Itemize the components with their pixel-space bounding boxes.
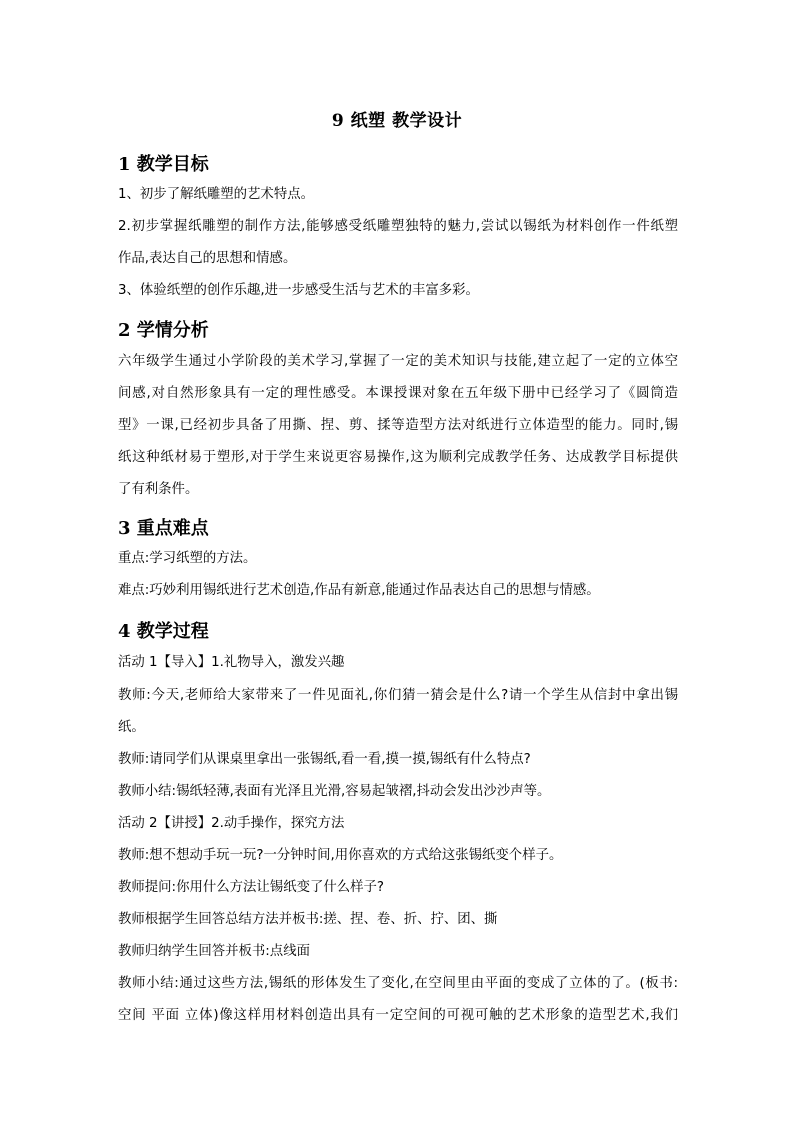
process-line: 教师:想不想动手玩一玩?一分钟时间,用你喜欢的方式给这张锡纸变个样子。 xyxy=(118,848,563,863)
section-heading-objectives: 1 教学目标 xyxy=(118,154,209,175)
activity-title: 活动 2【讲授】2.动手操作，探究方法 xyxy=(118,816,345,831)
objective-item: 2.初步掌握纸雕塑的制作方法,能够感受纸雕塑独特的魅力,尝试以锡纸为材料创作一件纸塑 xyxy=(118,219,678,234)
document-title: 9 纸塑 教学设计 xyxy=(331,111,463,131)
paragraph-line: 六年级学生通过小学阶段的美术学习,掌握了一定的美术知识与技能,建立起了一定的立体空 xyxy=(118,354,678,369)
objective-item: 3、体验纸塑的创作乐趣,进一步感受生活与艺术的丰富多彩。 xyxy=(118,283,479,298)
process-line: 教师归纳学生回答并板书:点线面 xyxy=(118,944,310,959)
key-point-line: 重点:学习纸塑的方法。 xyxy=(118,551,257,566)
process-line: 教师提问:你用什么方法让锡纸变了什么样子? xyxy=(118,880,385,895)
difficulty-line: 难点:巧妙利用锡纸进行艺术创造,作品有新意,能通过作品表达自己的思想与情感。 xyxy=(118,583,600,598)
process-line: 教师根据学生回答总结方法并板书:搓、捏、卷、折、拧、团、撕 xyxy=(118,912,498,927)
section-heading-key-points: 3 重点难点 xyxy=(118,518,209,539)
process-line: 教师小结:通过这些方法,锡纸的形体发生了变化,在空间里由平面的变成了立体的了。(板书: xyxy=(118,976,678,991)
process-line: 教师:今天,老师给大家带来了一件见面礼,你们猜一猜会是什么?请一个学生从信封中拿出锡 xyxy=(118,688,678,703)
process-line: 纸。 xyxy=(118,720,145,735)
paragraph-line: 间感,对自然形象具有一定的理性感受。本课授课对象在五年级下册中已经学习了《圆筒造 xyxy=(118,386,678,401)
paragraph-line: 纸这种纸材易于塑形,对于学生来说更容易操作,这为顺利完成教学任务、达成教学目标提供 xyxy=(118,450,678,465)
process-line: 空间 平面 立体)像这样用材料创造出具有一定空间的可视可触的艺术形象的造型艺术,我们 xyxy=(118,1008,678,1023)
paragraph-line: 型》一课,已经初步具备了用撕、捏、剪、揉等造型方法对纸进行立体造型的能力。同时,锡 xyxy=(118,418,678,433)
activity-title: 活动 1【导入】1.礼物导入，激发兴趣 xyxy=(118,655,345,670)
section-heading-process: 4 教学过程 xyxy=(118,621,209,642)
process-line: 教师:请同学们从课桌里拿出一张锡纸,看一看,摸一摸,锡纸有什么特点? xyxy=(118,752,531,767)
process-line: 教师小结:锡纸轻薄,表面有光泽且光滑,容易起皱褶,抖动会发出沙沙声等。 xyxy=(118,784,551,799)
section-heading-analysis: 2 学情分析 xyxy=(118,320,209,341)
paragraph-line: 了有利条件。 xyxy=(118,482,199,497)
objective-item: 1、初步了解纸雕塑的艺术特点。 xyxy=(118,187,314,202)
objective-item: 作品,表达自己的思想和情感。 xyxy=(118,251,297,266)
